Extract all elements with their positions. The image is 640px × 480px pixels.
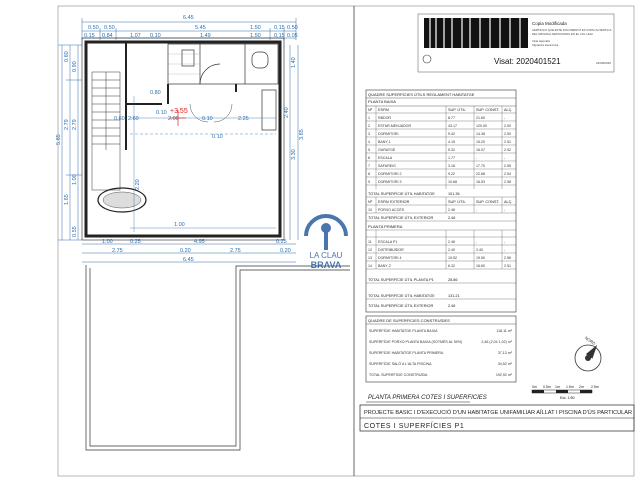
dim-bottom-1d: 0.25 <box>276 239 287 245</box>
th-num: Nº <box>368 108 373 112</box>
ground-cell-1-2: 43.17 <box>448 124 457 128</box>
first-cell-1-1: DISTRIBUÏDOR <box>378 248 404 252</box>
stamp-title: Copia Modificada <box>532 21 567 26</box>
ground-cell-7-1: DORMITORI 2 <box>378 172 402 176</box>
table-row <box>368 124 511 128</box>
constructed-row <box>369 361 513 366</box>
total1-label: TOTAL SUPERFÍCIE ÚTIL HABITATGE <box>368 294 435 298</box>
dim-inner-1: 0.80 <box>150 90 161 96</box>
bathroom-tiles <box>168 54 200 74</box>
table-row <box>368 180 511 184</box>
surfaces-table <box>366 90 516 312</box>
ground-cell-5-4: - <box>504 156 506 160</box>
ground-cell-5-2: 1.77 <box>448 156 455 160</box>
scale-tick-0: 0m <box>532 385 537 389</box>
table-row <box>368 264 511 268</box>
constructed-value-2: 37,13 m² <box>497 351 512 355</box>
ground-cell-0-1: RBDOR <box>378 116 391 120</box>
first-cell-1-0: 12 <box>368 248 372 252</box>
ground-cell-4-1: GARATGE <box>378 148 396 152</box>
ground-cell-4-0: 5 <box>368 148 370 152</box>
constructed-value-4: 192,92 m² <box>495 373 512 377</box>
constructed-title: QUADRE DE SUPERFÍCIES CONSTRUÏDES <box>368 318 450 323</box>
table-row <box>368 248 506 252</box>
table-row <box>368 148 511 152</box>
dim-right-1: 1.40 <box>291 57 297 68</box>
constructed-row <box>369 373 513 377</box>
table-header-row <box>368 107 512 112</box>
first-cell-2-2: 19.52 <box>448 256 457 260</box>
constructed-value-0: 118,11 m² <box>496 329 512 333</box>
exterior-cell-0-4: - <box>504 208 506 212</box>
ground-cell-3-0: 4 <box>368 140 370 144</box>
dim-top-1f: 0.50 <box>287 25 298 31</box>
ground-cell-5-3: - <box>476 156 478 160</box>
stamp-line3: Visat telemàtic <box>532 39 551 43</box>
table-row <box>368 256 511 260</box>
first-cell-3-1: BANY 2 <box>378 264 391 268</box>
stamp-line2: DEL ORIGINAL DEPOSITADO EN EL COL·LEGI <box>532 32 593 36</box>
dim-left-4: 2.79 <box>64 119 70 130</box>
scale-ratio: Esc. 1/50 <box>560 396 575 400</box>
ground-cell-7-4: 2.54 <box>504 172 511 176</box>
dim-left-6: 2.79 <box>72 119 78 130</box>
elevation-label: +3.55 <box>170 108 188 115</box>
ground-cell-6-2: 3.16 <box>448 164 455 168</box>
constructed-label-2: SUPERFÍCIE HABITATGE PLANTA PRIMERA <box>369 351 444 355</box>
dim-bottom-1a: 1.00 <box>102 239 113 245</box>
subtotal3-label: TOTAL SUPERFÍCIE ÚTIL PLANTA P1 <box>368 278 434 282</box>
table-section2: PLANTA PRIMERA <box>368 224 403 229</box>
ground-cell-6-0: 7 <box>368 164 370 168</box>
first-cell-3-4: 2.51 <box>504 264 511 268</box>
exterior-cell-0-1: PORXO ACCÉS <box>378 208 405 212</box>
ground-cell-0-3: 21.60 <box>476 116 485 120</box>
dim-bottom-1b: 0.25 <box>130 239 141 245</box>
dim-bottom-2b: 0.20 <box>180 248 191 254</box>
scale-tick-4: 2m <box>579 385 584 389</box>
ground-cell-6-1: SAFAREIG <box>378 164 396 168</box>
table-row <box>368 140 511 144</box>
drawing-caption: PLANTA PRIMERA COTES I SUPERFICIES <box>368 395 487 401</box>
ground-cell-5-1: ESCALA <box>378 156 393 160</box>
dim-overall-top: 6.45 <box>183 15 194 21</box>
ground-cell-1-0: 2 <box>368 124 370 128</box>
dim-top-2e: 1.49 <box>200 33 211 39</box>
ground-cell-3-3: 15.20 <box>476 140 485 144</box>
ground-cell-4-4: 2.52 <box>504 148 511 152</box>
watermark-logo <box>306 216 346 270</box>
table-title: QUADRE SUPERFÍCIES ÚTILS REGLAMENT HABITATGE <box>368 92 475 97</box>
first-cell-0-1: ESCALA P1 <box>378 240 398 244</box>
north-arrow <box>575 335 601 371</box>
th-util: SUP. ÚTIL <box>448 108 466 112</box>
dim-inner-2: 0.10 <box>156 110 167 116</box>
constructed-label-4: TOTAL SUPERFÍCIE CONSTRUÏDA <box>369 373 428 377</box>
ground-cell-2-0: 3 <box>368 132 370 136</box>
barcode <box>424 18 528 48</box>
total2-value: 2.46 <box>448 304 456 308</box>
ground-cell-3-1: BANY 1 <box>378 140 391 144</box>
scale-tick-1: 0.5m <box>543 385 551 389</box>
ground-cell-2-1: DORMITORI <box>378 132 399 136</box>
first-cell-0-4: - <box>504 240 506 244</box>
th2-util: SUP. ÚTIL <box>448 200 466 204</box>
table-row <box>368 240 506 244</box>
dim-left-8: 0.55 <box>72 226 78 237</box>
first-cell-2-3: 19.50 <box>476 256 485 260</box>
ground-cell-8-2: 10.68 <box>448 180 457 184</box>
constructed-row <box>369 329 513 333</box>
dim-bottom-2c: 2.75 <box>230 248 241 254</box>
dim-top-2a: 0.15 <box>84 33 95 39</box>
subtotal2-value: 2.46 <box>448 216 456 220</box>
ground-cell-2-2: 9.42 <box>448 132 455 136</box>
first-cell-2-0: 13 <box>368 256 372 260</box>
project-title: PROJECTE BASIC I D'EXECUCIÓ D'UN HABITATGE UNIFAMILIAR AÏLLAT I PISCINA D'ÚS PARTICULAR <box>364 410 633 416</box>
dim-top-1a: 0.50 <box>88 25 99 31</box>
first-cell-1-3: 2.40 <box>476 248 483 252</box>
table-row <box>368 156 506 160</box>
total1-value: 131.21 <box>448 294 460 298</box>
north-label: NORD <box>583 335 597 347</box>
th2-const: SUP. CONST. <box>476 200 500 204</box>
ground-cell-0-0: 1 <box>368 116 370 120</box>
ground-cell-1-3: 120.00 <box>476 124 487 128</box>
dim-top-1b: 0.50 <box>104 25 115 31</box>
stamp-line4: Signatura electrònica <box>532 43 559 47</box>
dim-inner-7: 2.25 <box>238 116 249 122</box>
dim-inner-9: 1.00 <box>174 222 185 228</box>
first-cell-2-1: DORMITORI 4 <box>378 256 402 260</box>
ground-cell-8-0: 9 <box>368 180 370 184</box>
scale-tick-2: 1m <box>555 385 560 389</box>
ground-cell-7-2: 9.22 <box>448 172 455 176</box>
table-row <box>368 116 506 120</box>
stamp-date: 24/08/2020 <box>596 61 612 65</box>
dim-left-7: 1.65 <box>64 194 70 205</box>
table-rows-first <box>368 240 511 268</box>
dim-left-2: 0.90 <box>72 61 78 72</box>
dim-top-1c: 5.45 <box>195 25 206 31</box>
watermark-line1: LA CLAU <box>309 251 343 260</box>
ground-cell-3-4: 2.51 <box>504 140 511 144</box>
ground-cell-6-3: 17.70 <box>476 164 485 168</box>
constructed-value-1: 2,46 (2,04 1,02) m² <box>481 340 512 344</box>
dim-bottom-2d: 0.20 <box>280 248 291 254</box>
building-walls <box>82 38 284 240</box>
ground-cell-2-3: 14.38 <box>476 132 485 136</box>
dim-bottom-1c: 4.95 <box>194 239 205 245</box>
dim-inner-10: 0.10 <box>212 134 223 140</box>
first-cell-1-4: - <box>504 248 506 252</box>
constructed-value-3: 34,52 m² <box>497 362 512 366</box>
th2-height: ALÇ. <box>504 200 513 204</box>
bathroom <box>168 44 278 130</box>
ground-cell-4-3: 16.07 <box>476 148 485 152</box>
dim-top-1d: 1.50 <box>250 25 261 31</box>
ground-cell-5-0: 6 <box>368 156 370 160</box>
constructed-label-1: SUPERFÍCIE PORXO PLANTA BAIXA (SOTMÈS AL 50%) <box>369 340 463 344</box>
dim-left-3: 5.85 <box>56 134 62 145</box>
ground-cell-1-1: ESTAR-MENJADOR <box>378 124 412 128</box>
right-dimensions <box>290 45 298 240</box>
scale-bar <box>532 385 599 400</box>
constructed-rows <box>369 329 513 377</box>
dim-right-2: 2.40 <box>284 107 290 118</box>
dim-bottom-2a: 2.75 <box>112 248 123 254</box>
dim-top-1e: 0.15 <box>274 25 285 31</box>
ground-cell-1-4: 2.00 <box>504 124 511 128</box>
ground-cell-7-3: 22.68 <box>476 172 485 176</box>
dim-bottom-overall: 6.45 <box>183 257 194 263</box>
total2-label: TOTAL SUPERFÍCIE ÚTIL EXTERIOR <box>368 304 434 308</box>
ground-cell-0-4: - <box>504 116 506 120</box>
dim-left-1: 0.60 <box>64 51 70 62</box>
exterior-cell-0-3: - <box>476 208 478 212</box>
table-row <box>368 164 511 168</box>
th-const: SUP. CONST. <box>476 108 500 112</box>
dim-inner-8: 2.20 <box>135 179 141 190</box>
ground-cell-4-2: 5.32 <box>448 148 455 152</box>
dim-top-2d: 0.10 <box>150 33 161 39</box>
table-row <box>368 132 511 136</box>
ground-cell-8-3: 16.53 <box>476 180 485 184</box>
watermark-line2: BRAVA <box>310 260 342 270</box>
ground-cell-8-4: 2.58 <box>504 180 511 184</box>
ground-cell-6-4: 2.55 <box>504 164 511 168</box>
dim-right-3: 3.30 <box>291 149 297 160</box>
dim-top-2c: 1.07 <box>130 33 141 39</box>
first-cell-3-3: 16.60 <box>476 264 485 268</box>
constructed-surfaces <box>366 316 516 382</box>
table-rows-exterior <box>368 207 506 212</box>
subtotal2-label: TOTAL SUPERFÍCIE ÚTIL EXTERIOR <box>368 216 434 220</box>
ground-cell-0-2: 8.77 <box>448 116 455 120</box>
th2-num: Nº <box>368 200 373 204</box>
first-cell-0-0: 11 <box>368 240 372 244</box>
exterior-cell-0-0: 10 <box>368 208 372 212</box>
left-dimension-labels <box>56 51 78 237</box>
constructed-label-3: SUPERFÍCIE SALÓ A L'ALTA PISCINA <box>369 362 432 366</box>
exterior-cell-0-2: 2.46 <box>448 208 455 212</box>
ground-cell-8-1: DORMITORI 3 <box>378 180 402 184</box>
table-header-row-2 <box>368 199 512 204</box>
dim-right-4: 3.85 <box>299 129 305 140</box>
first-cell-3-0: 14 <box>368 264 372 268</box>
constructed-row <box>369 339 513 344</box>
title-block <box>360 405 634 431</box>
scale-tick-5: 2.5m <box>591 385 599 389</box>
stamp-line1: CERTIFICO QUE ESTE DOCUMENTO ES COPIA AUTENTICA <box>532 28 612 32</box>
ground-cell-3-2: 4.15 <box>448 140 455 144</box>
visat-stamp <box>418 14 614 72</box>
table-section1: PLANTA BAIXA <box>368 99 396 104</box>
table-rows-ground <box>368 116 511 184</box>
ground-cell-7-0: 8 <box>368 172 370 176</box>
th-space: ESPAI <box>378 108 389 112</box>
staircase <box>92 72 120 190</box>
scale-tick-3: 1.5m <box>566 385 574 389</box>
table-row <box>368 172 511 176</box>
subtotal1-label: TOTAL SUPERFÍCIE ÚTIL HABITATGE <box>368 192 435 196</box>
th-height: ALÇ. <box>504 108 513 112</box>
th2-space: ESPAI EXTERIOR <box>378 200 410 204</box>
dim-top-2g: 0.15 <box>274 33 285 39</box>
first-cell-0-3: - <box>476 240 478 244</box>
dim-inner-6: 0.10 <box>202 116 213 122</box>
first-cell-2-4: 2.56 <box>504 256 511 260</box>
dim-inner-3: 2.60 <box>128 116 139 122</box>
sheet-title: COTES I SUPERFÍCIES P1 <box>364 423 465 430</box>
subtotal1-value: 101.36 <box>448 192 460 196</box>
constructed-label-0: SUPERFÍCIE HABITATGE PLANTA BAIXA <box>369 329 438 333</box>
dim-inner-4: 0.60 <box>114 116 125 122</box>
terrace-outline <box>86 265 350 450</box>
dim-left-5: 1.00 <box>72 174 78 185</box>
visat-number: Visat: 2020401521 <box>494 57 561 66</box>
ground-cell-2-4: 2.50 <box>504 132 511 136</box>
bathtub <box>98 188 146 212</box>
dim-inner-5: 2.00 <box>168 116 179 122</box>
dim-top-2f: 1.50 <box>250 33 261 39</box>
dim-top-2h: 0.05 <box>287 33 298 39</box>
dim-top-2b: 0.84 <box>102 33 113 39</box>
first-cell-1-2: 2.40 <box>448 248 455 252</box>
sheet-frame <box>58 6 634 476</box>
table-row <box>368 207 506 212</box>
first-cell-3-2: 6.32 <box>448 264 455 268</box>
subtotal3-value: 28.86 <box>448 278 458 282</box>
first-cell-0-2: 2.46 <box>448 240 455 244</box>
constructed-row <box>369 351 513 355</box>
